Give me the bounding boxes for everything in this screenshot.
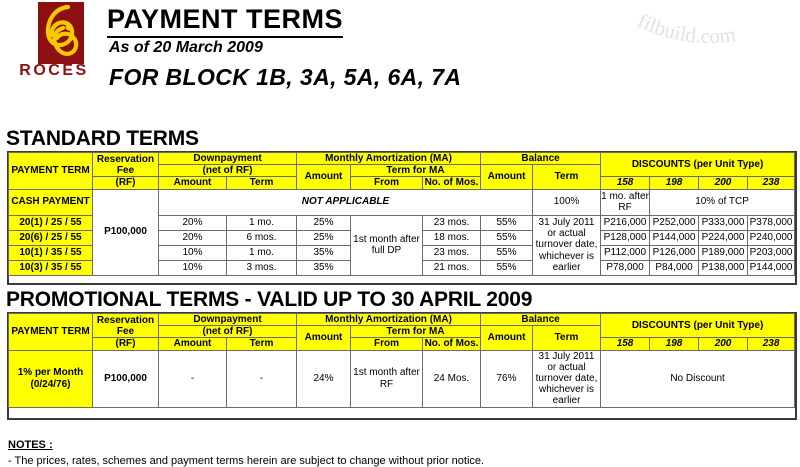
- cell-dp-term: 3 mos.: [227, 260, 297, 275]
- col-ma-no-of-mos: No. of Mos.: [423, 338, 481, 350]
- table-row-cash: [9, 189, 795, 215]
- cell-payment-term: 10(1) / 35 / 55: [9, 245, 93, 260]
- col-unit-158: 158: [601, 177, 650, 189]
- as-of-date: As of 20 March 2009: [109, 39, 263, 56]
- col-payment-term: PAYMENT TERM: [9, 153, 93, 190]
- cell-ma-amount: 35%: [297, 260, 351, 275]
- col-unit-200: 200: [699, 177, 748, 189]
- cell-dp-term: -: [227, 350, 297, 407]
- cell-balance-amount: 55%: [481, 245, 533, 260]
- block-subtitle: FOR BLOCK 1B, 3A, 5A, 6A, 7A: [109, 64, 462, 90]
- notes-section: [8, 435, 484, 467]
- cell-ma-amount: 25%: [297, 215, 351, 230]
- cell-discount-238: P203,000: [748, 245, 795, 260]
- cell-cash-discount: 10% of TCP: [650, 189, 795, 215]
- notes-line: - The prices, rates, schemes and payment terms herein are subject to change without prior notice.: [8, 455, 485, 467]
- col-unit-158: 158: [601, 338, 650, 350]
- cell-balance-term: 31 July 2011 or actual turnover date, whichever is earlier: [533, 215, 601, 275]
- cell-discount: No Discount: [601, 350, 795, 407]
- col-monthly-amortization: Monthly Amortization (MA): [297, 314, 481, 326]
- col-reservation-fee-abbr: (RF): [93, 177, 159, 189]
- table-header-row-1: [9, 153, 795, 165]
- col-ma-no-of-mos: No. of Mos.: [423, 177, 481, 189]
- table-header-row-1: [9, 314, 795, 326]
- cell-balance-amount: 76%: [481, 350, 533, 407]
- col-balance-term: Term: [533, 165, 601, 189]
- col-balance: Balance: [481, 314, 601, 326]
- cell-discount-158: P112,000: [601, 245, 650, 260]
- cell-discount-158: P78,000: [601, 260, 650, 275]
- cell-reservation-fee: P100,000: [93, 189, 159, 275]
- cell-ma-no-of-mos: 21 mos.: [423, 260, 481, 275]
- col-unit-198: 198: [650, 177, 699, 189]
- col-unit-238: 238: [748, 177, 795, 189]
- col-ma-from: From: [351, 338, 423, 350]
- cell-dp-term: 6 mos.: [227, 230, 297, 245]
- col-downpayment-sub: (net of RF): [159, 165, 297, 177]
- col-ma-amount: Amount: [297, 326, 351, 350]
- col-balance-amount: Amount: [481, 165, 533, 189]
- col-ma-from: From: [351, 177, 423, 189]
- cell-reservation-fee: P100,000: [93, 350, 159, 407]
- cell-dp-amount: 10%: [159, 260, 227, 275]
- cell-discount-198: P252,000: [650, 215, 699, 230]
- col-unit-238: 238: [748, 338, 795, 350]
- cell-balance-term: 1 mo. after RF: [601, 190, 649, 214]
- table-header-row-3: [9, 338, 795, 350]
- cell-ma-no-of-mos: 18 mos.: [423, 230, 481, 245]
- cell-discount-238: P144,000: [748, 260, 795, 275]
- cell-dp-term: 1 mo.: [227, 245, 297, 260]
- cell-ma-no-of-mos: 23 mos.: [423, 215, 481, 230]
- cell-payment-term: 20(6) / 25 / 55: [9, 230, 93, 245]
- brand-logo: [8, 2, 100, 84]
- cell-dp-amount: 20%: [159, 215, 227, 230]
- cell-payment-term: CASH PAYMENT: [9, 189, 93, 215]
- notes-title: NOTES :: [8, 439, 53, 451]
- col-balance-term: Term: [533, 326, 601, 350]
- cell-ma-from: 1st month after RF: [351, 350, 423, 407]
- col-downpayment: Downpayment: [159, 153, 297, 165]
- col-downpayment: Downpayment: [159, 314, 297, 326]
- col-balance: Balance: [481, 153, 601, 165]
- table-row: [9, 350, 795, 407]
- col-reservation-fee: Reservation Fee: [93, 314, 159, 338]
- cell-payment-term: 20(1) / 25 / 55: [9, 215, 93, 230]
- cell-dp-amount: 20%: [159, 230, 227, 245]
- col-dp-amount: Amount: [159, 177, 227, 189]
- cell-discount-158: P128,000: [601, 230, 650, 245]
- cell-discount-200: P189,000: [699, 245, 748, 260]
- cell-ma-no-of-mos: 24 Mos.: [423, 350, 481, 407]
- col-unit-198: 198: [650, 338, 699, 350]
- table-header-row-3: [9, 177, 795, 189]
- cell-discount-158: P216,000: [601, 215, 650, 230]
- cell-ma-amount: 24%: [297, 350, 351, 407]
- cell-balance-amount: 55%: [481, 215, 533, 230]
- col-reservation-fee-abbr: (RF): [93, 338, 159, 350]
- col-payment-term: PAYMENT TERM: [9, 314, 93, 351]
- cell-discount-198: P126,000: [650, 245, 699, 260]
- standard-terms-table: [8, 152, 795, 276]
- cell-discount-238: P240,000: [748, 230, 795, 245]
- col-dp-amount: Amount: [159, 338, 227, 350]
- watermark-text: filbuild.com: [634, 8, 738, 49]
- cell-dp-amount: -: [159, 350, 227, 407]
- cell-dp-amount: 10%: [159, 245, 227, 260]
- cell-dp-term: 1 mo.: [227, 215, 297, 230]
- col-reservation-fee: Reservation Fee: [93, 153, 159, 177]
- cell-payment-term: 10(3) / 35 / 55: [9, 260, 93, 275]
- cell-discount-200: P224,000: [699, 230, 748, 245]
- col-dp-term: Term: [227, 177, 297, 189]
- col-dp-term: Term: [227, 338, 297, 350]
- cell-discount-200: P138,000: [699, 260, 748, 275]
- cell-balance-amount: 55%: [481, 230, 533, 245]
- page-title: PAYMENT TERMS: [107, 4, 343, 38]
- brand-name: ROCES: [19, 62, 89, 79]
- cell-ma-from: 1st month after full DP: [351, 215, 423, 275]
- cell-ma-amount: 35%: [297, 245, 351, 260]
- cell-discount-200: P333,000: [699, 215, 748, 230]
- cell-payment-term: 1% per Month (0/24/76): [9, 350, 93, 407]
- cell-not-applicable: NOT APPLICABLE: [159, 189, 533, 215]
- promotional-terms-heading: PROMOTIONAL TERMS - VALID UP TO 30 APRIL 2009: [6, 288, 533, 311]
- col-term-for-ma: Term for MA: [351, 326, 481, 338]
- standard-terms-heading: STANDARD TERMS: [6, 127, 199, 150]
- cell-balance-amount: 100%: [533, 189, 601, 215]
- promotional-terms-table: [8, 313, 795, 408]
- col-monthly-amortization: Monthly Amortization (MA): [297, 153, 481, 165]
- col-balance-amount: Amount: [481, 326, 533, 350]
- cell-ma-amount: 25%: [297, 230, 351, 245]
- cell-discount-238: P378,000: [748, 215, 795, 230]
- cell-discount-198: P84,000: [650, 260, 699, 275]
- col-discounts: DISCOUNTS (per Unit Type): [601, 314, 795, 338]
- cell-balance-term: 31 July 2011 or actual turnover date, whichever is earlier: [533, 350, 601, 407]
- col-downpayment-sub: (net of RF): [159, 326, 297, 338]
- cell-balance-amount: 55%: [481, 260, 533, 275]
- col-term-for-ma: Term for MA: [351, 165, 481, 177]
- col-ma-amount: Amount: [297, 165, 351, 189]
- cell-discount-198: P144,000: [650, 230, 699, 245]
- col-unit-200: 200: [699, 338, 748, 350]
- roces-68-logo-icon: [38, 2, 84, 64]
- col-discounts: DISCOUNTS (per Unit Type): [601, 153, 795, 177]
- document-header: [0, 0, 800, 112]
- cell-ma-no-of-mos: 23 mos.: [423, 245, 481, 260]
